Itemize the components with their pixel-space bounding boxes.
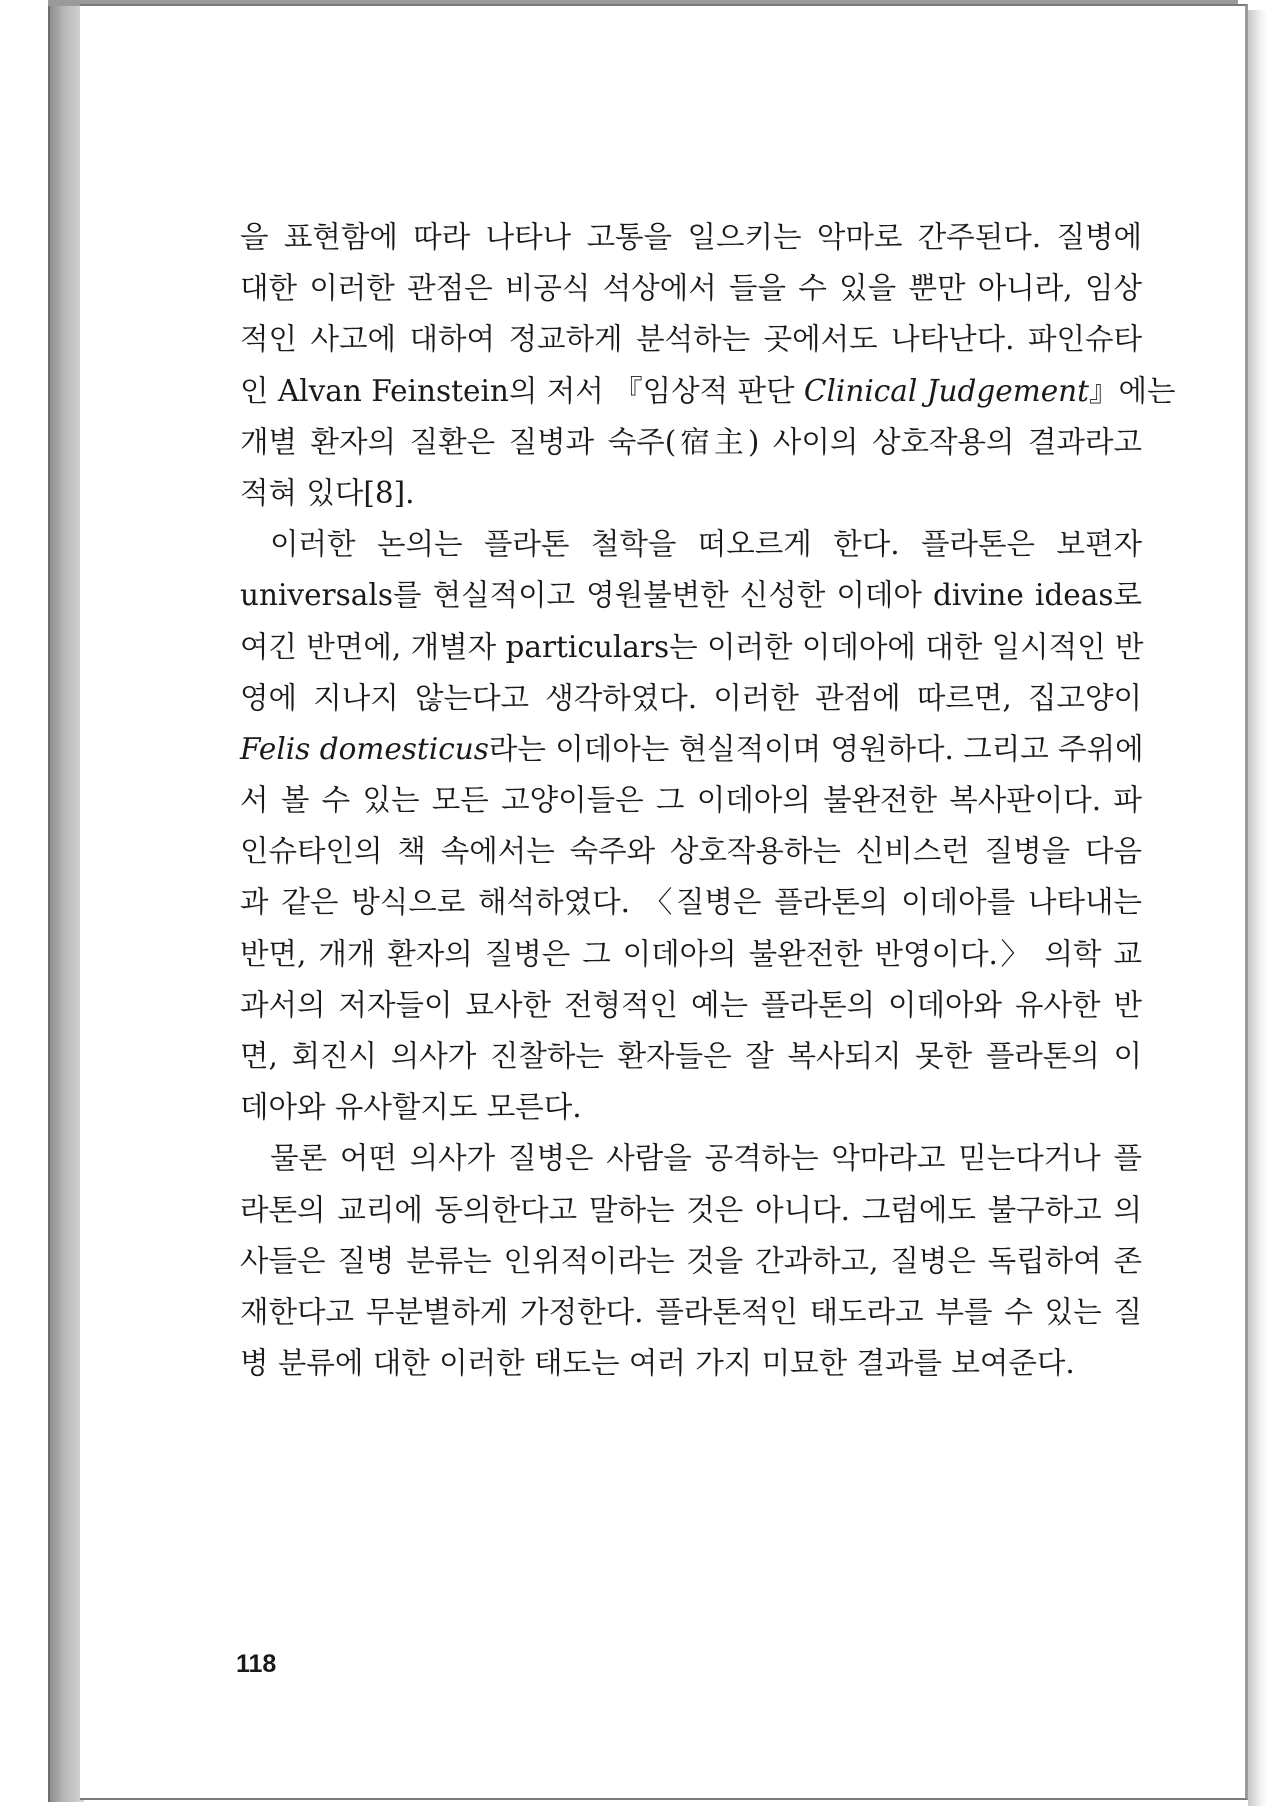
text-line: 이러한 논의는 플라톤 철학을 떠오르게 한다. 플라톤은 보편자 (270, 527, 1142, 562)
text-line-with-book-title: 인 Alvan Feinstein의 저서 『임상적 판단 Clinical Judgement』에는 (240, 373, 1176, 408)
italic-latin-term: Clinical Judgement (803, 373, 1090, 408)
body-text (240, 212, 1176, 1389)
text-line: 데아와 유사할지도 모른다. (240, 1090, 582, 1125)
text-line: 적인 사고에 대하여 정교하게 분석하는 곳에서도 나타난다. 파인슈타 (240, 322, 1142, 357)
text-line: 병 분류에 대한 이러한 태도는 여러 가지 미묘한 결과를 보여준다. (240, 1346, 1075, 1381)
text-line: 재한다고 무분별하게 가정한다. 플라톤적인 태도라고 부를 수 있는 질 (240, 1294, 1142, 1329)
text-line: 대한 이러한 관점은 비공식 석상에서 들을 수 있을 뿐만 아니라, 임상 (240, 271, 1142, 306)
text-line: 사들은 질병 분류는 인위적이라는 것을 간과하고, 질병은 독립하여 존 (240, 1243, 1142, 1278)
text-line: 을 표현함에 따라 나타나 고통을 일으키는 악마로 간주된다. 질병에 (240, 220, 1142, 254)
text-line: 개별 환자의 질환은 질병과 숙주(宿主) 사이의 상호작용의 결과라고 (240, 424, 1142, 459)
text-line: 영에 지나지 않는다고 생각하였다. 이러한 관점에 따르면, 집고양이 (240, 680, 1142, 715)
text-line: 여긴 반면에, 개별자 particulars는 이러한 이데아에 대한 일시적인 반 (240, 629, 1144, 664)
page-right-shadow (1248, 10, 1268, 1806)
text-line: 과 같은 방식으로 해석하였다. 〈질병은 플라톤의 이데아를 나타내는 (240, 885, 1142, 920)
text-line: 물론 어떤 의사가 질병은 사람을 공격하는 악마라고 믿는다거나 플 (270, 1141, 1142, 1176)
text-line-with-latin-name: Felis domesticus라는 이데아는 현실적이며 영원하다. 그리고 주위에 (240, 731, 1144, 766)
text-line: 라톤의 교리에 동의한다고 말하는 것은 아니다. 그럼에도 불구하고 의 (240, 1192, 1142, 1227)
text-line: 서 볼 수 있는 모든 고양이들은 그 이데아의 불완전한 복사판이다. 파 (240, 783, 1142, 818)
page-number: 118 (236, 1650, 277, 1678)
text-line: 면, 회진시 의사가 진찰하는 환자들은 잘 복사되지 못한 플라톤의 이 (240, 1039, 1142, 1073)
text-line: universals를 현실적이고 영원불변한 신성한 이데아 divine ideas로 (240, 578, 1142, 613)
text-line: 반면, 개개 환자의 질병은 그 이데아의 불완전한 반영이다.〉 의학 교 (240, 936, 1142, 971)
book-spine-edge (48, 6, 84, 1802)
text-line: 적혀 있다[8]. (240, 475, 415, 510)
italic-latin-term: Felis domesticus (240, 731, 489, 766)
text-line: 인슈타인의 책 속에서는 숙주와 상호작용하는 신비스런 질병을 다음 (240, 834, 1142, 869)
text-line: 과서의 저자들이 묘사한 전형적인 예는 플라톤의 이데아와 유사한 반 (240, 987, 1142, 1022)
